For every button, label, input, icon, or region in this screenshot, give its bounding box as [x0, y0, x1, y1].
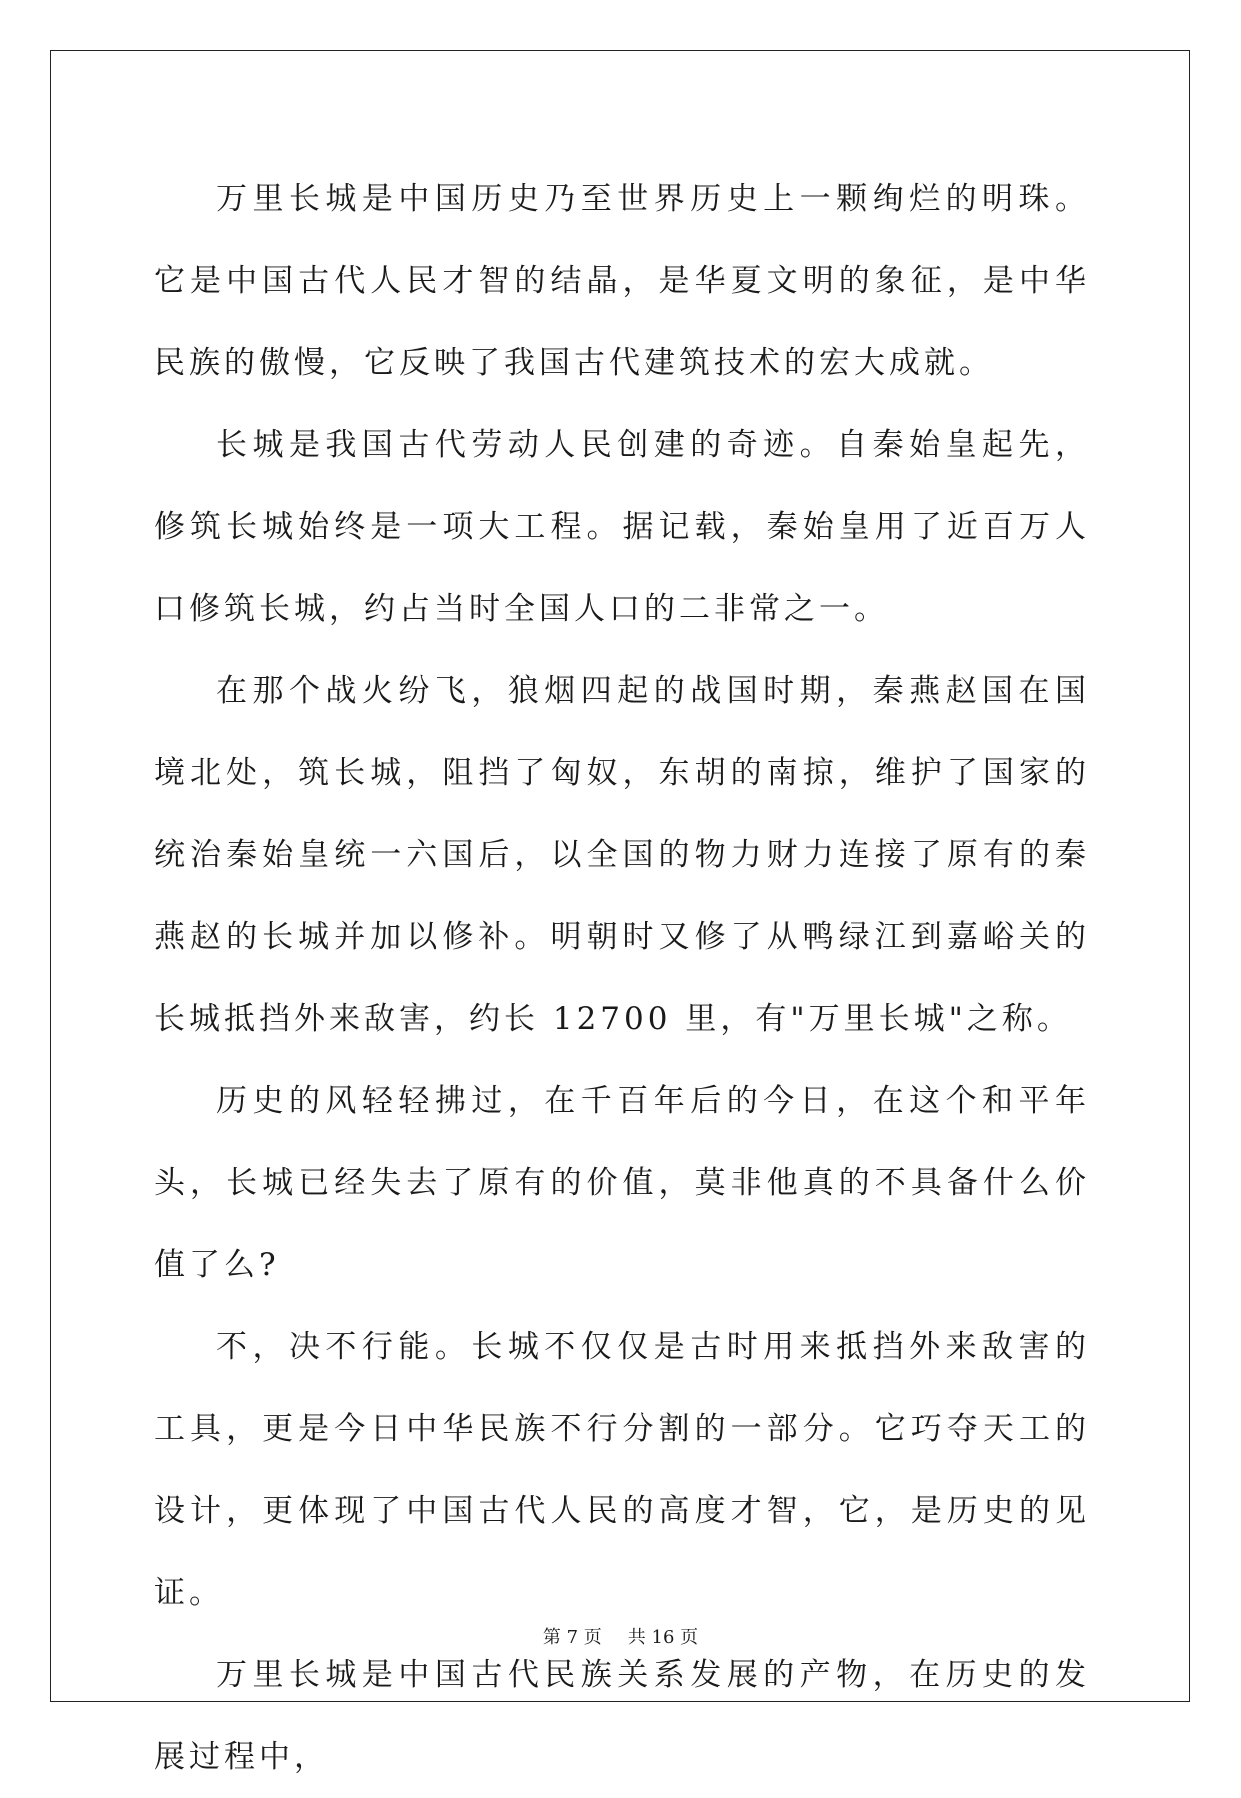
paragraph-4: 历史的风轻轻拂过，在千百年后的今日，在这个和平年头，长城已经失去了原有的价值，莫非他真的不具备什么价值了么? [154, 1083, 1090, 1283]
document-body [154, 158, 1090, 1798]
total-pages: 共 16 页 [627, 1627, 699, 1648]
paragraph-6: 万里长城是中国古代民族关系发展的产物，在历史的发展过程中， [154, 1657, 1090, 1775]
paragraph-1: 万里长城是中国历史乃至世界历史上一颗绚烂的明珠。它是中国古代人民才智的结晶，是华夏文明的象征，是中华民族的傲慢，它反映了我国古代建筑技术的宏大成就。 [154, 181, 1090, 381]
paragraph-2: 长城是我国古代劳动人民创建的奇迹。自秦始皇起先，修筑长城始终是一项大工程。据记载，秦始皇用了近百万人口修筑长城，约占当时全国人口的二非常之一。 [154, 427, 1090, 627]
page-number: 第 7 页 [542, 1627, 602, 1648]
paragraph-5: 不，决不行能。长城不仅仅是古时用来抵挡外来敌害的工具，更是今日中华民族不行分割的一部分。它巧夺天工的设计，更体现了中国古代人民的高度才智，它，是历史的见证。 [154, 1329, 1090, 1611]
paragraph-3: 在那个战火纷飞，狼烟四起的战国时期，秦燕赵国在国境北处，筑长城，阻挡了匈奴，东胡的南掠，维护了国家的统治秦始皇统一六国后，以全国的物力财力连接了原有的秦燕赵的长城并加以修补。明朝时又修了从鸭绿江到嘉峪关的长城抵挡外来敌害，约长 12700 里，有"万里长城"之称。 [154, 673, 1090, 1037]
page-footer [0, 1623, 1241, 1649]
